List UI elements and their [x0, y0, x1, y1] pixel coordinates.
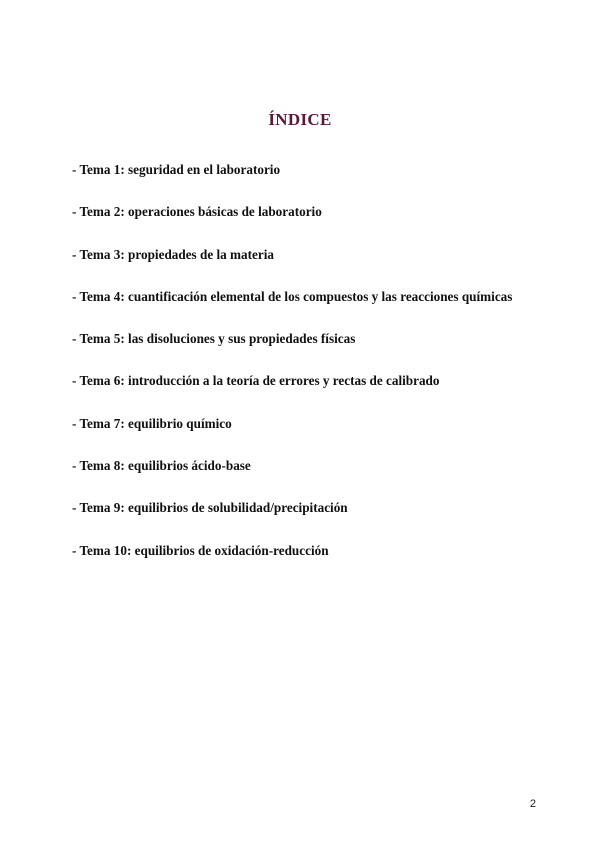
page-number: 2: [529, 798, 536, 810]
toc-item-tema-4: - Tema 4: cuantificación elemental de los compuestos y las reacciones químicas: [72, 288, 513, 304]
toc-item-tema-7: - Tema 7: equilibrio químico: [72, 415, 232, 431]
toc-item-tema-8: - Tema 8: equilibrios ácido-base: [72, 458, 251, 474]
toc-item-tema-1: - Tema 1: seguridad en el laboratorio: [72, 162, 281, 177]
toc-item-tema-10: - Tema 10: equilibrios de oxidación-reducción: [72, 542, 329, 558]
page-title: ÍNDICE: [268, 110, 332, 129]
table-of-contents: [72, 162, 512, 585]
toc-item-tema-2: - Tema 2: operaciones básicas de laboratorio: [72, 204, 322, 220]
toc-item-tema-6: - Tema 6: introducción a la teoría de errores y rectas de calibrado: [72, 373, 440, 389]
toc-item-tema-3: - Tema 3: propiedades de la materia: [72, 246, 274, 262]
toc-item-tema-9: - Tema 9: equilibrios de solubilidad/precipitación: [72, 500, 348, 516]
toc-item-tema-5: - Tema 5: las disoluciones y sus propiedades físicas: [72, 331, 356, 347]
